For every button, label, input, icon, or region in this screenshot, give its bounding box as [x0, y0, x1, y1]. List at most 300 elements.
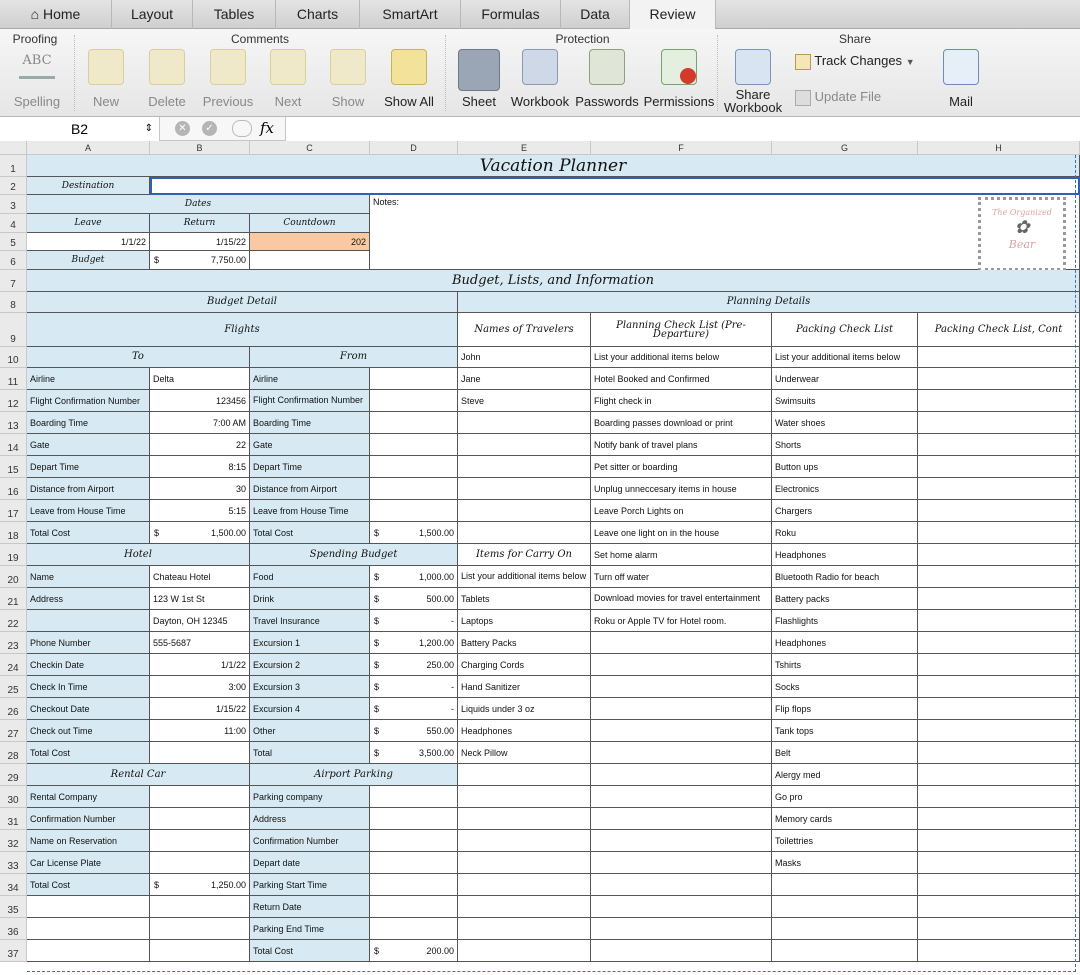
delete-comment-button[interactable]: Delete — [142, 49, 192, 109]
row-header-12[interactable]: 12 — [0, 390, 27, 412]
packing-header[interactable]: Packing Check List — [772, 313, 918, 347]
row-header-1[interactable]: 1 — [0, 155, 27, 177]
empty-cell[interactable] — [918, 368, 1080, 390]
checklist-item[interactable]: Unplug unneccesary items in house — [591, 478, 772, 500]
flight-label[interactable]: Depart Time — [250, 456, 370, 478]
parking-label[interactable]: Total Cost — [250, 940, 370, 962]
row-header-33[interactable]: 33 — [0, 852, 27, 874]
checklist-item[interactable]: Download movies for travel entertainment — [591, 588, 772, 610]
row-header-17[interactable]: 17 — [0, 500, 27, 522]
previous-comment-button[interactable]: Previous — [200, 49, 256, 109]
row-header-16[interactable]: 16 — [0, 478, 27, 500]
rental-value[interactable] — [150, 830, 250, 852]
flight-from-value[interactable] — [370, 434, 458, 456]
empty-cell[interactable] — [458, 786, 591, 808]
rental-total[interactable] — [150, 874, 250, 896]
return-label[interactable]: Return — [150, 214, 250, 233]
hotel-value[interactable] — [150, 742, 250, 764]
column-header-e[interactable]: E — [458, 141, 591, 155]
packing-item[interactable]: Masks — [772, 852, 918, 874]
flight-label[interactable]: Leave from House Time — [250, 500, 370, 522]
empty-cell[interactable] — [918, 698, 1080, 720]
travelers-header[interactable]: Names of Travelers — [458, 313, 591, 347]
packing-item[interactable]: Roku — [772, 522, 918, 544]
spending-value[interactable] — [370, 632, 458, 654]
hotel-label[interactable] — [27, 610, 150, 632]
row-header-14[interactable]: 14 — [0, 434, 27, 456]
parking-value[interactable] — [370, 830, 458, 852]
checklist-item[interactable]: List your additional items below — [591, 347, 772, 368]
row-header-8[interactable]: 8 — [0, 292, 27, 313]
traveler-cell[interactable] — [458, 456, 591, 478]
confirm-icon[interactable]: ✓ — [202, 121, 217, 136]
traveler-cell[interactable] — [458, 522, 591, 544]
flight-to-value[interactable]: Delta — [150, 368, 250, 390]
flight-label[interactable]: Airline — [27, 368, 150, 390]
hotel-value[interactable]: 555-5687 — [150, 632, 250, 654]
tab-smartart[interactable]: SmartArt — [360, 0, 461, 29]
notes-area[interactable]: Notes: — [370, 195, 1080, 270]
column-header-b[interactable]: B — [150, 141, 250, 155]
flight-to-value[interactable]: 123456 — [150, 390, 250, 412]
checklist-item[interactable]: Pet sitter or boarding — [591, 456, 772, 478]
protect-sheet-button[interactable]: Sheet — [454, 49, 504, 109]
packing-item[interactable]: List your additional items below — [772, 347, 918, 368]
packing-item[interactable]: Underwear — [772, 368, 918, 390]
parking-label[interactable]: Address — [250, 808, 370, 830]
rental-value[interactable] — [150, 852, 250, 874]
flight-label[interactable]: Gate — [250, 434, 370, 456]
column-header-g[interactable]: G — [772, 141, 918, 155]
flight-to-value[interactable]: 7:00 AM — [150, 412, 250, 434]
empty-cell[interactable] — [918, 434, 1080, 456]
sheet-title[interactable]: Vacation Planner — [27, 155, 1080, 177]
checklist-item[interactable]: Set home alarm — [591, 544, 772, 566]
row-header-5[interactable]: 5 — [0, 233, 27, 251]
rental-label[interactable]: Confirmation Number — [27, 808, 150, 830]
checklist-item[interactable]: Leave Porch Lights on — [591, 500, 772, 522]
rental-label[interactable]: Rental Company — [27, 786, 150, 808]
row-header-10[interactable]: 10 — [0, 347, 27, 368]
packing-item[interactable]: Water shoes — [772, 412, 918, 434]
packing-item[interactable] — [772, 896, 918, 918]
row-header-18[interactable]: 18 — [0, 522, 27, 544]
hotel-value[interactable]: 1/15/22 — [150, 698, 250, 720]
packing-item[interactable]: Belt — [772, 742, 918, 764]
empty-cell[interactable] — [918, 720, 1080, 742]
row-header-25[interactable]: 25 — [0, 676, 27, 698]
flight-to-value[interactable]: 22 — [150, 434, 250, 456]
row-header-29[interactable]: 29 — [0, 764, 27, 786]
empty-cell[interactable] — [918, 786, 1080, 808]
hotel-label[interactable]: Total Cost — [27, 742, 150, 764]
column-header-d[interactable]: D — [370, 141, 458, 155]
empty-cell[interactable] — [918, 896, 1080, 918]
hotel-header[interactable]: Hotel — [27, 544, 250, 566]
planning-details-header[interactable]: Planning Details — [458, 292, 1080, 313]
hotel-label[interactable]: Checkout Date — [27, 698, 150, 720]
checklist-item[interactable] — [591, 632, 772, 654]
empty-cell[interactable] — [27, 896, 150, 918]
flight-label[interactable]: Flight Confirmation Number — [27, 390, 150, 412]
airport-parking-header[interactable]: Airport Parking — [250, 764, 458, 786]
empty-cell[interactable] — [918, 764, 1080, 786]
row-header-26[interactable]: 26 — [0, 698, 27, 720]
tab-review[interactable]: Review — [630, 0, 716, 30]
spending-value[interactable] — [370, 588, 458, 610]
flight-from-value[interactable] — [370, 500, 458, 522]
empty-cell[interactable] — [918, 808, 1080, 830]
empty-cell[interactable] — [918, 347, 1080, 368]
tab-layout[interactable]: Layout — [112, 0, 193, 29]
packing-item[interactable]: Swimsuits — [772, 390, 918, 412]
protect-workbook-button[interactable]: Workbook — [508, 49, 572, 109]
parking-value[interactable] — [370, 874, 458, 896]
flight-label[interactable]: Gate — [27, 434, 150, 456]
row-header-4[interactable]: 4 — [0, 214, 27, 233]
spelling-button[interactable]: ABC Spelling — [6, 49, 68, 109]
carry-on-item[interactable]: List your additional items below — [458, 566, 591, 588]
hotel-label[interactable]: Checkin Date — [27, 654, 150, 676]
row-header-19[interactable]: 19 — [0, 544, 27, 566]
traveler-cell[interactable]: Steve — [458, 390, 591, 412]
name-box[interactable] — [0, 117, 160, 141]
empty-cell[interactable] — [918, 632, 1080, 654]
empty-cell[interactable] — [918, 544, 1080, 566]
packing-item[interactable]: Go pro — [772, 786, 918, 808]
empty-cell[interactable] — [27, 918, 150, 940]
spending-value[interactable] — [370, 720, 458, 742]
hotel-label[interactable]: Check out Time — [27, 720, 150, 742]
empty-cell[interactable] — [458, 874, 591, 896]
flight-label[interactable]: Leave from House Time — [27, 500, 150, 522]
flight-total-to[interactable] — [150, 522, 250, 544]
row-header-23[interactable]: 23 — [0, 632, 27, 654]
flight-label[interactable]: Depart Time — [27, 456, 150, 478]
row-header-32[interactable]: 32 — [0, 830, 27, 852]
parking-label[interactable]: Parking company — [250, 786, 370, 808]
permissions-button[interactable]: Permissions — [642, 49, 716, 109]
packing-item[interactable]: Headphones — [772, 632, 918, 654]
row-header-20[interactable]: 20 — [0, 566, 27, 588]
parking-label[interactable]: Depart date — [250, 852, 370, 874]
empty-cell[interactable] — [918, 566, 1080, 588]
empty-cell[interactable] — [918, 412, 1080, 434]
checklist-item[interactable] — [591, 830, 772, 852]
traveler-cell[interactable]: John — [458, 347, 591, 368]
empty-cell[interactable] — [918, 522, 1080, 544]
empty-cell[interactable] — [458, 918, 591, 940]
empty-cell[interactable] — [458, 940, 591, 962]
empty-cell[interactable] — [458, 830, 591, 852]
empty-cell[interactable] — [918, 940, 1080, 962]
flight-from-value[interactable] — [370, 390, 458, 412]
update-file-button[interactable] — [795, 89, 925, 106]
rental-label[interactable]: Name on Reservation — [27, 830, 150, 852]
formula-input[interactable] — [285, 117, 1080, 141]
row-header-21[interactable]: 21 — [0, 588, 27, 610]
empty-cell[interactable] — [458, 764, 591, 786]
show-comment-button[interactable]: Show — [326, 49, 370, 109]
checklist-item[interactable] — [591, 742, 772, 764]
spending-value[interactable] — [370, 654, 458, 676]
passwords-button[interactable]: Passwords — [574, 49, 640, 109]
parking-label[interactable]: Parking End Time — [250, 918, 370, 940]
share-workbook-button[interactable]: Share Workbook — [722, 49, 784, 114]
flight-label[interactable]: Distance from Airport — [27, 478, 150, 500]
track-changes-button[interactable] — [795, 53, 935, 70]
traveler-cell[interactable] — [458, 412, 591, 434]
hotel-label[interactable]: Phone Number — [27, 632, 150, 654]
fx-button[interactable]: fx — [260, 119, 275, 137]
empty-cell[interactable] — [918, 456, 1080, 478]
checklist-item[interactable] — [591, 940, 772, 962]
parking-total[interactable] — [370, 940, 458, 962]
budget-label[interactable]: Budget — [27, 251, 150, 270]
return-date[interactable]: 1/15/22 — [150, 233, 250, 251]
row-header-35[interactable]: 35 — [0, 896, 27, 918]
traveler-cell[interactable] — [458, 500, 591, 522]
checklist-item[interactable] — [591, 676, 772, 698]
parking-label[interactable]: Return Date — [250, 896, 370, 918]
spending-label[interactable]: Food — [250, 566, 370, 588]
packing-item[interactable]: Flip flops — [772, 698, 918, 720]
spending-label[interactable]: Excursion 2 — [250, 654, 370, 676]
row-header-27[interactable]: 27 — [0, 720, 27, 742]
empty-cell[interactable] — [918, 852, 1080, 874]
checklist-item[interactable] — [591, 698, 772, 720]
packing-item[interactable]: Tshirts — [772, 654, 918, 676]
flight-total-from[interactable] — [370, 522, 458, 544]
checklist-item[interactable] — [591, 764, 772, 786]
show-all-comments-button[interactable]: Show All — [380, 49, 438, 109]
traveler-cell[interactable]: Jane — [458, 368, 591, 390]
flight-from-header[interactable]: From — [250, 347, 458, 368]
row-header-13[interactable]: 13 — [0, 412, 27, 434]
parking-value[interactable] — [370, 852, 458, 874]
row-header-3[interactable]: 3 — [0, 195, 27, 214]
spending-value[interactable] — [370, 610, 458, 632]
empty-cell[interactable] — [918, 390, 1080, 412]
rental-car-header[interactable]: Rental Car — [27, 764, 250, 786]
packing-item[interactable] — [772, 940, 918, 962]
traveler-cell[interactable] — [458, 478, 591, 500]
carry-on-item[interactable]: Charging Cords — [458, 654, 591, 676]
budget-value[interactable] — [150, 251, 250, 270]
hotel-value[interactable]: 3:00 — [150, 676, 250, 698]
checklist-item[interactable] — [591, 852, 772, 874]
spending-label[interactable]: Excursion 1 — [250, 632, 370, 654]
packing-item[interactable]: Bluetooth Radio for beach — [772, 566, 918, 588]
spending-label[interactable]: Travel Insurance — [250, 610, 370, 632]
row-header-6[interactable]: 6 — [0, 251, 27, 270]
flight-from-value[interactable] — [370, 412, 458, 434]
packing-item[interactable]: Flashlights — [772, 610, 918, 632]
empty-cell[interactable] — [27, 940, 150, 962]
row-header-9[interactable]: 9 — [0, 313, 27, 347]
function-icon[interactable] — [232, 120, 252, 137]
spending-budget-header[interactable]: Spending Budget — [250, 544, 458, 566]
leave-date[interactable]: 1/1/22 — [27, 233, 150, 251]
rental-label[interactable]: Total Cost — [27, 874, 150, 896]
empty-cell[interactable] — [918, 588, 1080, 610]
checklist-item[interactable]: Turn off water — [591, 566, 772, 588]
flight-from-value[interactable] — [370, 478, 458, 500]
packing-cont-header[interactable]: Packing Check List, Cont — [918, 313, 1080, 347]
hotel-value[interactable]: 1/1/22 — [150, 654, 250, 676]
dates-label[interactable]: Dates — [27, 195, 370, 214]
cancel-icon[interactable]: ✕ — [175, 121, 190, 136]
empty-cell[interactable] — [918, 918, 1080, 940]
empty-cell[interactable] — [918, 830, 1080, 852]
spending-label[interactable]: Excursion 4 — [250, 698, 370, 720]
next-comment-button[interactable]: Next — [266, 49, 310, 109]
spending-value[interactable] — [370, 742, 458, 764]
flight-to-header[interactable]: To — [27, 347, 250, 368]
empty-cell[interactable] — [918, 742, 1080, 764]
flight-label[interactable]: Distance from Airport — [250, 478, 370, 500]
parking-value[interactable] — [370, 918, 458, 940]
packing-item[interactable]: Button ups — [772, 456, 918, 478]
budget-detail-header[interactable]: Budget Detail — [27, 292, 458, 313]
row-header-34[interactable]: 34 — [0, 874, 27, 896]
flight-label[interactable]: Total Cost — [27, 522, 150, 544]
empty-cell[interactable] — [918, 478, 1080, 500]
hotel-value[interactable]: Chateau Hotel — [150, 566, 250, 588]
packing-item[interactable]: Shorts — [772, 434, 918, 456]
row-header-15[interactable]: 15 — [0, 456, 27, 478]
tab-formulas[interactable]: Formulas — [461, 0, 561, 29]
packing-item[interactable] — [772, 874, 918, 896]
flight-to-value[interactable]: 8:15 — [150, 456, 250, 478]
carry-on-item[interactable]: Neck Pillow — [458, 742, 591, 764]
checklist-item[interactable] — [591, 918, 772, 940]
empty-cell[interactable] — [918, 610, 1080, 632]
hotel-value[interactable]: Dayton, OH 12345 — [150, 610, 250, 632]
hotel-value[interactable]: 123 W 1st St — [150, 588, 250, 610]
flight-to-value[interactable]: 5:15 — [150, 500, 250, 522]
column-header-a[interactable]: A — [27, 141, 150, 155]
parking-label[interactable]: Confirmation Number — [250, 830, 370, 852]
flight-to-value[interactable]: 30 — [150, 478, 250, 500]
flight-label[interactable]: Total Cost — [250, 522, 370, 544]
column-header-f[interactable]: F — [591, 141, 772, 155]
checklist-item[interactable] — [591, 654, 772, 676]
packing-item[interactable]: Electronics — [772, 478, 918, 500]
checklist-item[interactable]: Roku or Apple TV for Hotel room. — [591, 610, 772, 632]
spending-value[interactable] — [370, 698, 458, 720]
parking-value[interactable] — [370, 808, 458, 830]
rental-label[interactable]: Car License Plate — [27, 852, 150, 874]
carry-on-item[interactable]: Liquids under 3 oz — [458, 698, 591, 720]
flight-label[interactable]: Airline — [250, 368, 370, 390]
empty-cell[interactable] — [458, 808, 591, 830]
checklist-item[interactable] — [591, 720, 772, 742]
flights-header[interactable]: Flights — [27, 313, 458, 347]
select-all-corner[interactable] — [0, 141, 27, 155]
column-header-c[interactable]: C — [250, 141, 370, 155]
checklist-item[interactable]: Hotel Booked and Confirmed — [591, 368, 772, 390]
spending-label[interactable]: Drink — [250, 588, 370, 610]
hotel-label[interactable]: Name — [27, 566, 150, 588]
empty-cell[interactable] — [918, 654, 1080, 676]
section-title[interactable]: Budget, Lists, and Information — [27, 270, 1080, 292]
packing-item[interactable] — [772, 918, 918, 940]
checklist-header[interactable]: Planning Check List (Pre-Departure) — [591, 313, 772, 347]
carry-on-item[interactable]: Tablets — [458, 588, 591, 610]
flight-label[interactable]: Boarding Time — [27, 412, 150, 434]
parking-label[interactable]: Parking Start Time — [250, 874, 370, 896]
empty-cell[interactable] — [150, 918, 250, 940]
packing-item[interactable]: Alergy med — [772, 764, 918, 786]
parking-value[interactable] — [370, 896, 458, 918]
countdown-value[interactable]: 202 — [250, 233, 370, 251]
spending-label[interactable]: Total — [250, 742, 370, 764]
empty-cell[interactable] — [150, 940, 250, 962]
flight-label[interactable]: Boarding Time — [250, 412, 370, 434]
tab-charts[interactable]: Charts — [276, 0, 360, 29]
flight-from-value[interactable] — [370, 456, 458, 478]
empty-cell[interactable] — [918, 874, 1080, 896]
row-header-11[interactable]: 11 — [0, 368, 27, 390]
spending-value[interactable] — [370, 676, 458, 698]
tab-data[interactable]: Data — [561, 0, 630, 29]
packing-item[interactable]: Chargers — [772, 500, 918, 522]
hotel-label[interactable]: Check In Time — [27, 676, 150, 698]
empty-cell[interactable] — [458, 852, 591, 874]
flight-label[interactable]: Flight Confirmation Number — [250, 390, 370, 412]
checklist-item[interactable] — [591, 874, 772, 896]
row-header-36[interactable]: 36 — [0, 918, 27, 940]
carry-on-header[interactable]: Items for Carry On — [458, 544, 591, 566]
carry-on-item[interactable]: Hand Sanitizer — [458, 676, 591, 698]
packing-item[interactable]: Tank tops — [772, 720, 918, 742]
checklist-item[interactable] — [591, 896, 772, 918]
row-header-22[interactable]: 22 — [0, 610, 27, 632]
packing-item[interactable]: Memory cards — [772, 808, 918, 830]
empty-cell[interactable] — [918, 500, 1080, 522]
hotel-label[interactable]: Address — [27, 588, 150, 610]
packing-item[interactable]: Battery packs — [772, 588, 918, 610]
destination-input[interactable] — [150, 177, 1080, 195]
column-header-h[interactable]: H — [918, 141, 1080, 155]
row-header-2[interactable]: 2 — [0, 177, 27, 195]
carry-on-item[interactable]: Headphones — [458, 720, 591, 742]
rental-value[interactable] — [150, 808, 250, 830]
checklist-item[interactable] — [591, 808, 772, 830]
flight-from-value[interactable] — [370, 368, 458, 390]
checklist-item[interactable]: Flight check in — [591, 390, 772, 412]
leave-label[interactable]: Leave — [27, 214, 150, 233]
checklist-item[interactable] — [591, 786, 772, 808]
mail-button[interactable]: Mail — [938, 49, 984, 109]
row-header-7[interactable]: 7 — [0, 270, 27, 292]
row-header-37[interactable]: 37 — [0, 940, 27, 962]
countdown-label[interactable]: Countdown — [250, 214, 370, 233]
empty-cell[interactable] — [918, 676, 1080, 698]
packing-item[interactable]: Toilettries — [772, 830, 918, 852]
spending-label[interactable]: Excursion 3 — [250, 676, 370, 698]
tab-home[interactable] — [0, 0, 112, 29]
packing-item[interactable]: Socks — [772, 676, 918, 698]
destination-label[interactable]: Destination — [27, 177, 150, 195]
empty-cell[interactable] — [458, 896, 591, 918]
tab-tables[interactable]: Tables — [193, 0, 276, 29]
spending-value[interactable] — [370, 566, 458, 588]
row-header-31[interactable]: 31 — [0, 808, 27, 830]
empty-cell[interactable] — [150, 896, 250, 918]
row-header-30[interactable]: 30 — [0, 786, 27, 808]
